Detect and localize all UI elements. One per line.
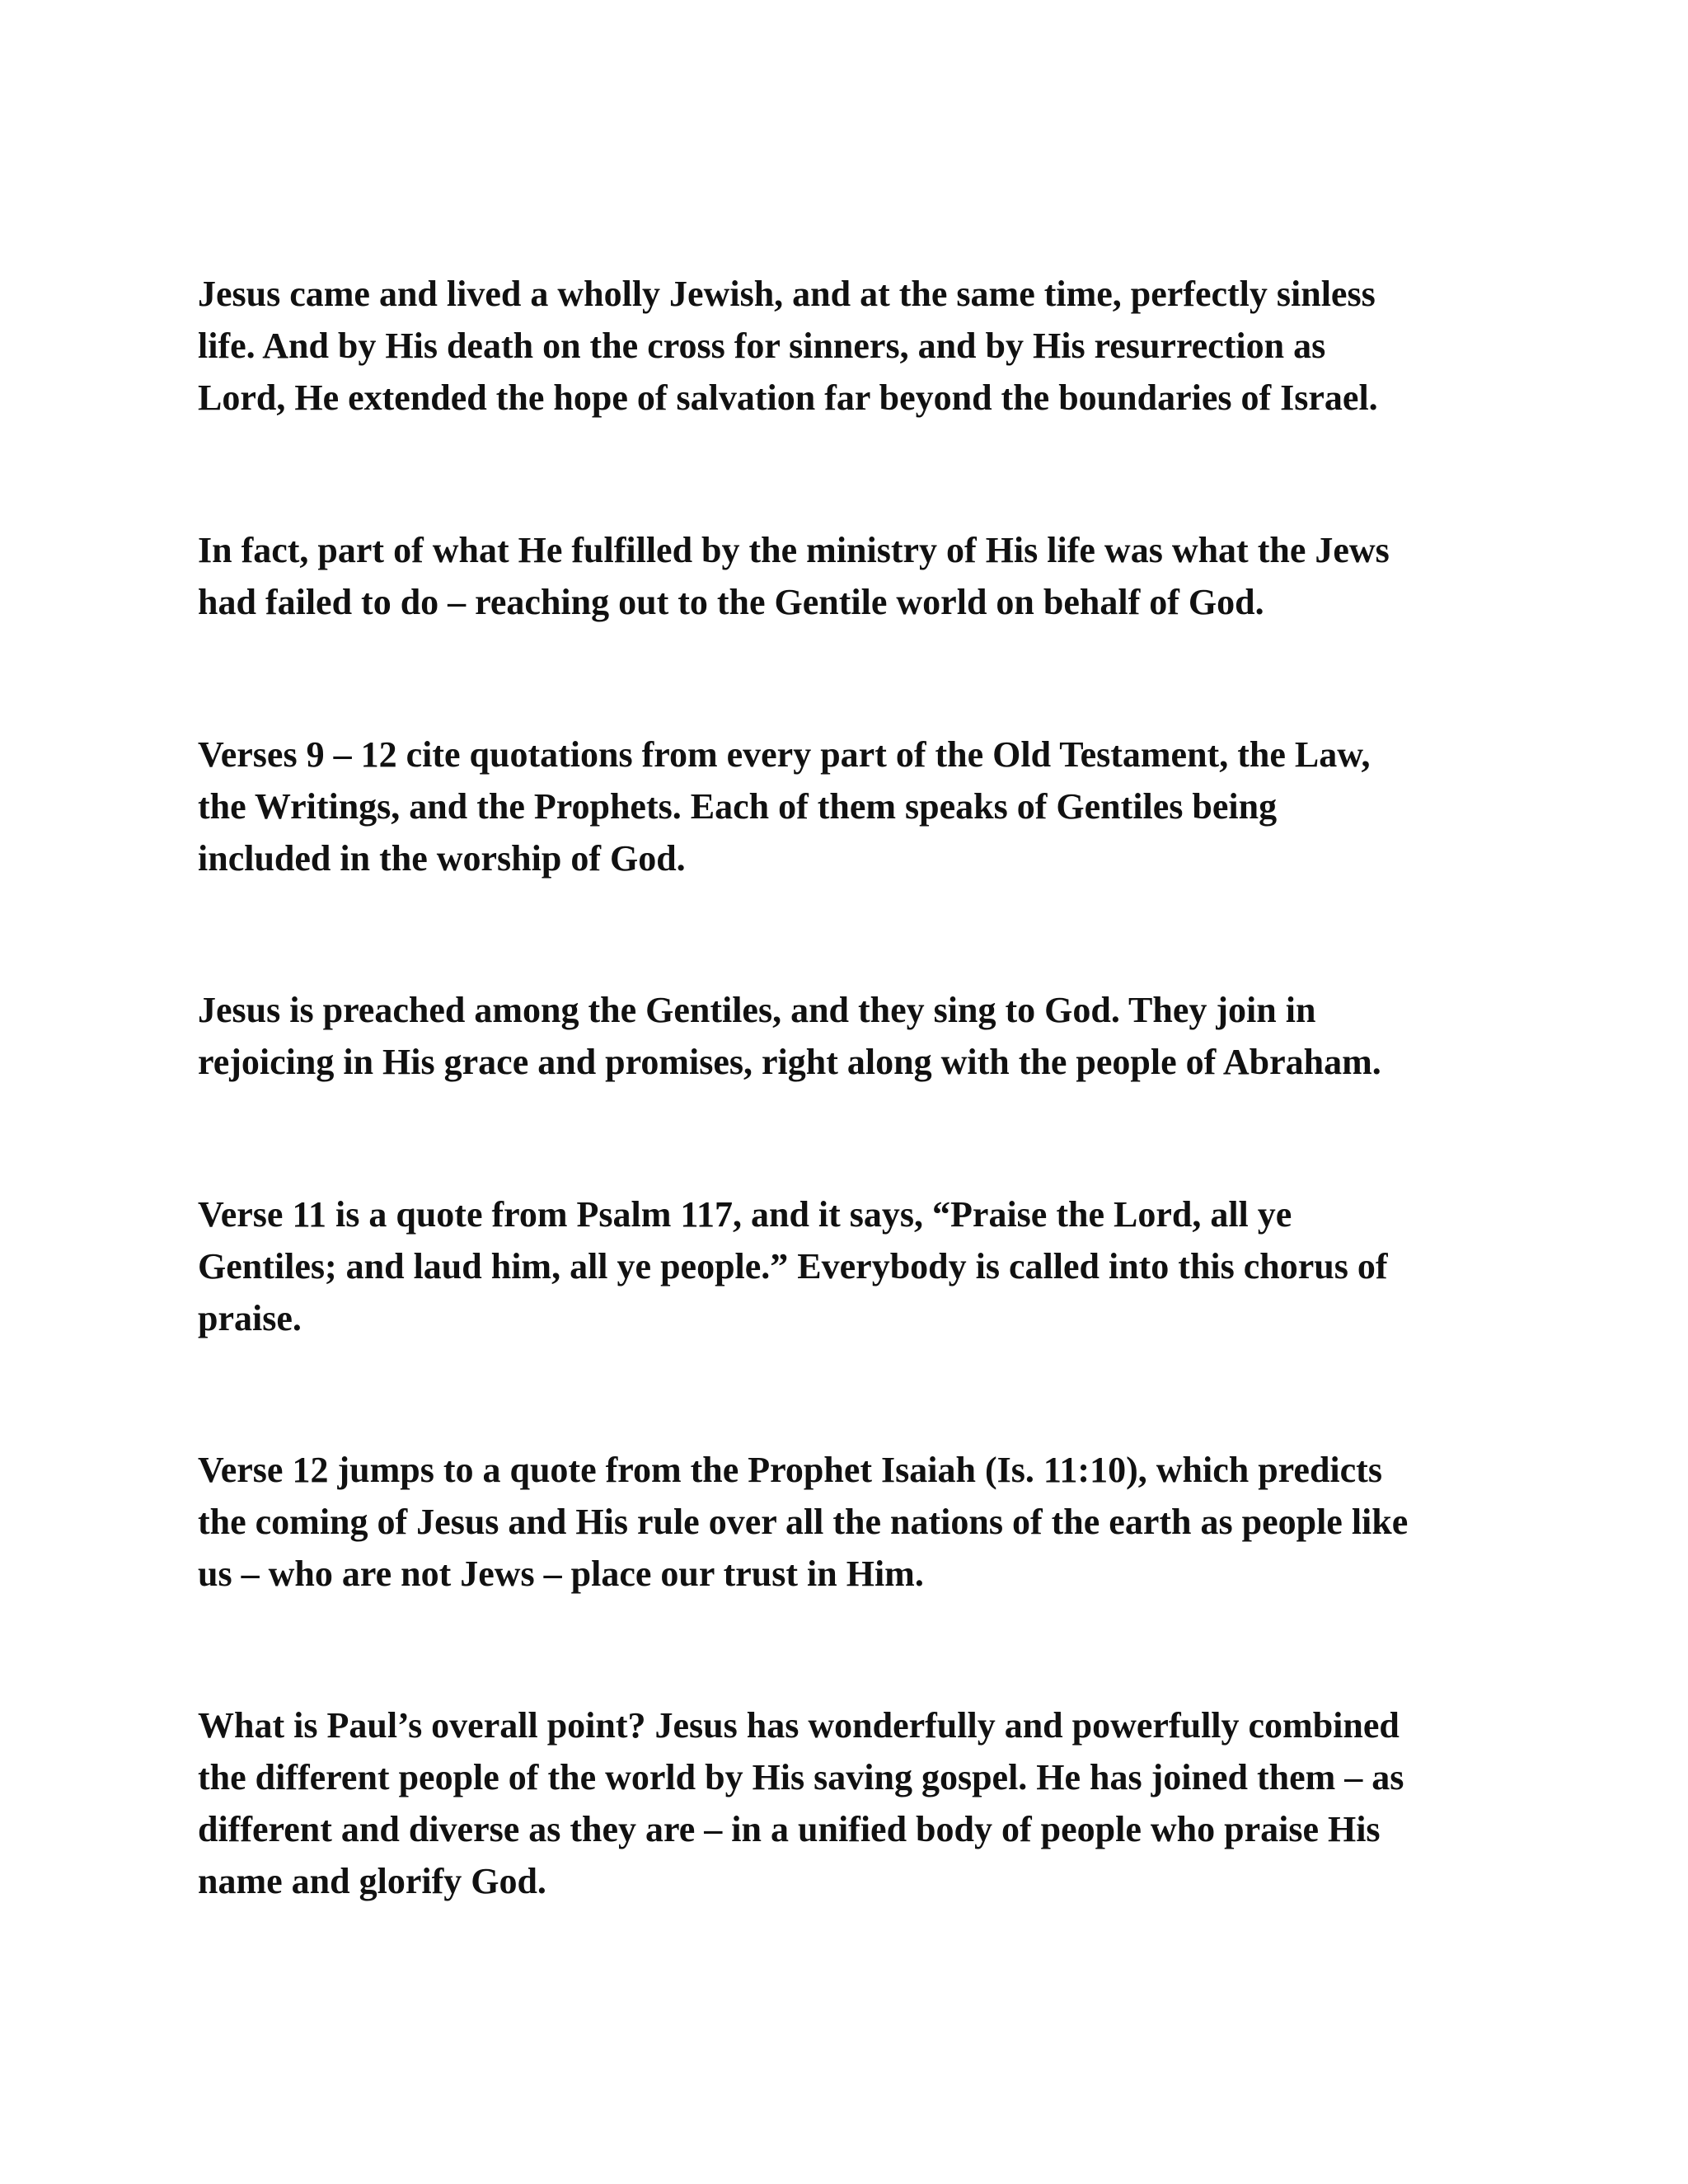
paragraph-line: What is Paul’s overall point? Jesus has wonderfully and powerfully combined bbox=[198, 1705, 1400, 1746]
paragraph-line: life. And by His death on the cross for sinners, and by His resurrection as bbox=[198, 326, 1326, 366]
paragraph-line: Jesus is preached among the Gentiles, and they sing to God. They join in bbox=[198, 990, 1316, 1030]
paragraph-4 bbox=[198, 984, 1517, 1088]
paragraph-line: rejoicing in His grace and promises, right along with the people of Abraham. bbox=[198, 1042, 1381, 1082]
paragraph-line: Jesus came and lived a wholly Jewish, and at the same time, perfectly sinless bbox=[198, 274, 1376, 314]
paragraph-line: In fact, part of what He fulfilled by the ministry of His life was what the Jews bbox=[198, 530, 1390, 570]
paragraph-7 bbox=[198, 1699, 1517, 1907]
paragraph-2 bbox=[198, 524, 1517, 628]
paragraph-line: Verses 9 – 12 cite quotations from every part of the Old Testament, the Law, bbox=[198, 734, 1371, 775]
paragraph-line: praise. bbox=[198, 1298, 302, 1338]
paragraph-6 bbox=[198, 1444, 1517, 1600]
paragraph-line: Verse 11 is a quote from Psalm 117, and it says, “Praise the Lord, all ye bbox=[198, 1194, 1292, 1235]
paragraph-1 bbox=[198, 268, 1517, 424]
paragraph-line: the coming of Jesus and His rule over all the nations of the earth as people like bbox=[198, 1502, 1409, 1542]
paragraph-line: Lord, He extended the hope of salvation far beyond the boundaries of Israel. bbox=[198, 377, 1378, 418]
paragraph-line: the different people of the world by His saving gospel. He has joined them – as bbox=[198, 1757, 1404, 1797]
paragraph-line: Verse 12 jumps to a quote from the Prophet Isaiah (Is. 11:10), which predicts bbox=[198, 1450, 1382, 1490]
paragraph-line: name and glorify God. bbox=[198, 1861, 546, 1901]
paragraph-5 bbox=[198, 1188, 1517, 1344]
paragraph-line: us – who are not Jews – place our trust in Him. bbox=[198, 1554, 924, 1594]
paragraph-3 bbox=[198, 729, 1517, 884]
paragraph-line: the Writings, and the Prophets. Each of them speaks of Gentiles being bbox=[198, 786, 1278, 827]
paragraph-line: different and diverse as they are – in a unified body of people who praise His bbox=[198, 1809, 1381, 1849]
paragraph-line: included in the worship of God. bbox=[198, 838, 686, 879]
paragraph-line: Gentiles; and laud him, all ye people.” Everybody is called into this chorus of bbox=[198, 1246, 1388, 1286]
paragraph-line: had failed to do – reaching out to the Gentile world on behalf of God. bbox=[198, 582, 1264, 622]
